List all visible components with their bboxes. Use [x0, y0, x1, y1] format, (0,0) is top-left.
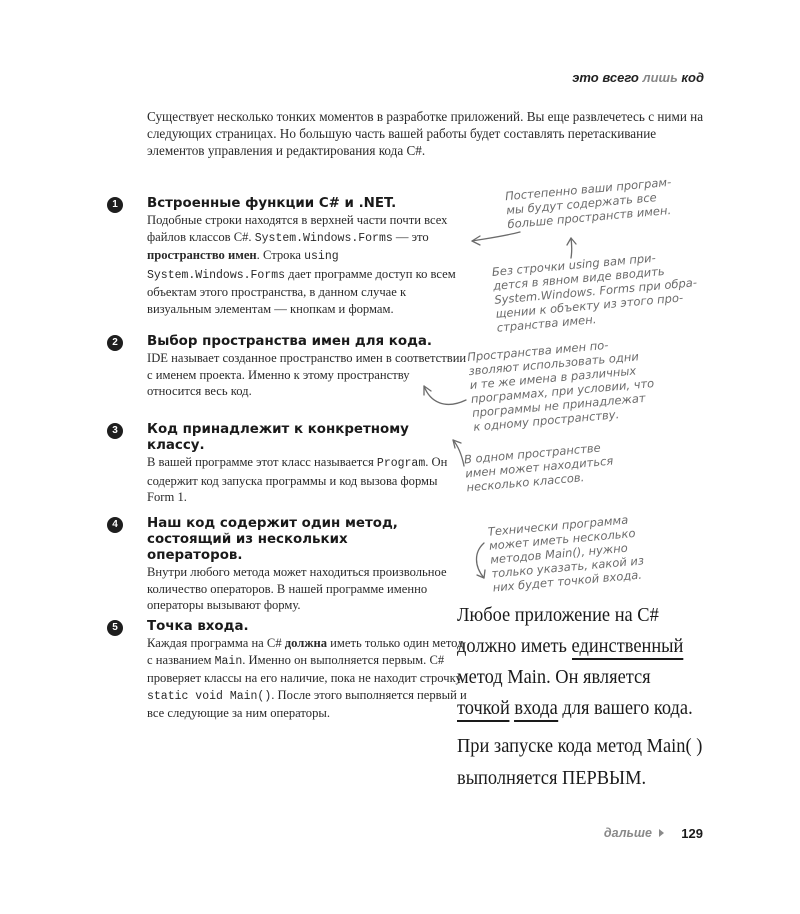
- item-3: [107, 422, 467, 506]
- item-body: [147, 212, 467, 318]
- page-number: 129: [681, 826, 703, 841]
- item-4: [107, 516, 467, 614]
- handwritten-note: Без строчки using вам при- дется в явном виде вводить System.Windows. Forms при обра- щении к объекту из этого про- странства имен.: [491, 250, 698, 335]
- code-inline: static void Main(): [147, 689, 272, 703]
- body-text: IDE называет созданное пространство имен в соответствии с именем проекта. Именно к этому пространству относится весь код.: [147, 351, 467, 399]
- body-text: . После этого выполняется первый и все следующие за ним операторы.: [147, 687, 467, 721]
- intro-paragraph: Существует несколько тонких моментов в разработке приложений. Вы еще развлечетесь с ними на следующих страницах. Но большую часть вашей работы будет составлять перетаскивание элементов управления и редактирования кода C#.: [147, 109, 704, 158]
- emphasis-text: пространство имен: [147, 248, 257, 263]
- handwritten-note: Технически программа может иметь несколько методов Main(), нужно только указать, какой из них будет точкой входа.: [487, 512, 645, 595]
- item-1: [107, 196, 467, 318]
- handwritten-note: Пространства имен по- зволяют использовать одни и те же имена в различных программах, при условии, что программы не принадлежат к одному пространству.: [466, 337, 655, 434]
- body-text: Каждая программа на C#: [147, 636, 285, 650]
- next-page-link[interactable]: дальше: [603, 826, 652, 840]
- body-text: — это: [392, 229, 429, 244]
- body-text: . Он содержит код запуска программы и код вызова формы Form 1.: [147, 455, 448, 505]
- item-body: [147, 454, 467, 506]
- body-text: . Именно он выполняется первым. C# проверяет классы на его наличие, пока не находит строчку: [147, 652, 462, 686]
- item-title: Точка входа.: [147, 619, 249, 634]
- callout-line: Любое приложение на C#: [457, 604, 659, 626]
- item-title: Выбор пространства имен для кода.: [147, 334, 433, 349]
- body-text: . Строка: [256, 248, 305, 263]
- callout-line: должно иметь единственный: [457, 631, 724, 662]
- item-title: Встроенные функции C# и .NET.: [147, 196, 397, 211]
- item-number-badge: 2: [107, 335, 123, 351]
- callout-line: При запуске кода метод Main( ): [457, 735, 703, 757]
- item-2: [107, 334, 467, 400]
- item-title: Код принадлежит к конкретному классу.: [147, 422, 409, 453]
- handwritten-note: Постепенно ваши програм- мы будут содержать все больше пространств имен.: [504, 174, 672, 232]
- item-body: [147, 635, 467, 722]
- callout-line: метод Main. Он является: [457, 666, 651, 688]
- item-number-badge: 1: [107, 197, 123, 213]
- item-body: [147, 564, 467, 614]
- callout-main-rule: [457, 600, 724, 724]
- body-text: В вашей программе этот класс называется: [147, 455, 377, 469]
- arrow-5: [477, 543, 485, 578]
- body-text: дает программе доступ ко всем объектам этого пространства, в данном случае к визуальным элементам — кнопкам и формам.: [147, 266, 456, 316]
- callout-line: точкой входа для вашего кода.: [457, 693, 724, 724]
- handwritten-note: В одном пространстве имен может находиться несколько классов.: [463, 440, 614, 495]
- triangle-right-icon: [659, 829, 664, 837]
- arrow-2: [571, 238, 572, 258]
- code-inline: Program: [376, 457, 426, 470]
- callout-line: выполняется ПЕРВЫМ.: [457, 767, 647, 789]
- item-title: Наш код содержит один метод, состоящий из нескольких операторов.: [147, 516, 398, 563]
- emphasis-text: должна: [284, 636, 328, 650]
- item-number-badge: 5: [107, 620, 123, 636]
- arrow-1: [472, 232, 520, 241]
- running-head: это всего лишь код: [572, 70, 704, 85]
- body-text: Подобные строки находятся в верхней части почти всех файлов классов C#.: [147, 213, 448, 244]
- callout-main-first: [457, 730, 733, 794]
- item-number-badge: 4: [107, 517, 123, 533]
- code-inline: Main: [214, 654, 243, 668]
- code-inline: System.Windows.Forms: [254, 231, 393, 245]
- item-5: [107, 619, 467, 722]
- code-inline: using System.Windows.Forms: [147, 250, 339, 282]
- item-body: [147, 350, 467, 400]
- item-number-badge: 3: [107, 423, 123, 439]
- body-text: иметь только один метод с названием: [147, 636, 464, 667]
- body-text: Внутри любого метода может находиться произвольное количество операторов. В нашей программе именно операторы вызывают форму.: [147, 565, 447, 613]
